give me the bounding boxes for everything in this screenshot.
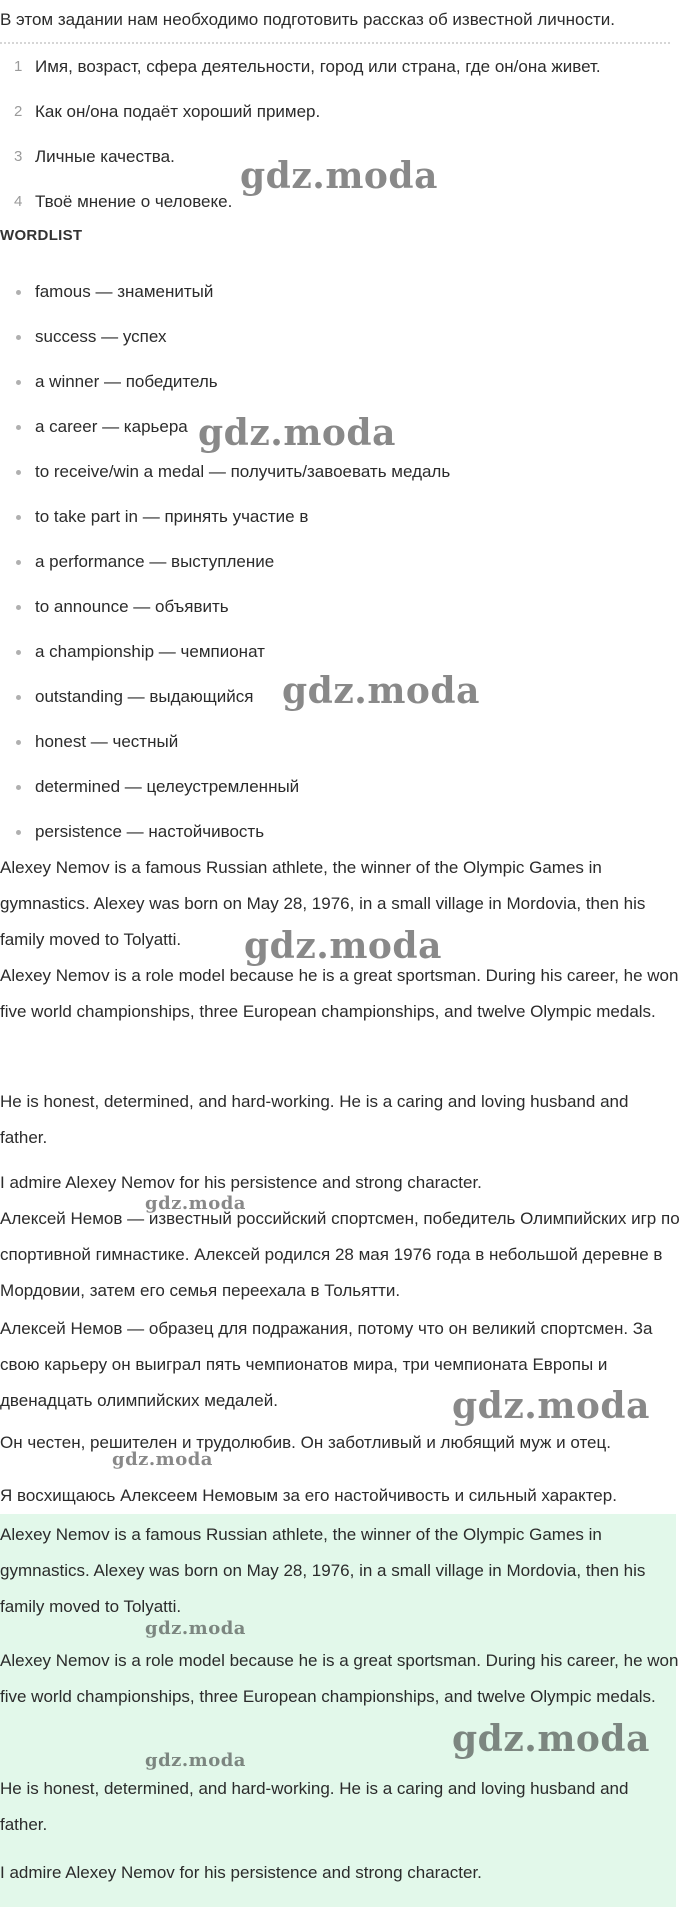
wordlist-item-text: persistence — настойчивость — [35, 822, 265, 841]
bullet-icon — [16, 290, 21, 295]
wordlist-item — [0, 317, 680, 362]
russian-paragraph: Алексей Немов — известный российский спортсмен, победитель Олимпийских игр по спортивной гимнастике. Алексей родился 28 мая 1976 года в небольшой деревне в Мордовии, затем его семья переехала в Тольятти. — [0, 1209, 680, 1300]
divider — [0, 42, 670, 46]
bullet-icon — [16, 470, 21, 475]
plan-item-text: Как он/она подаёт хороший пример. — [35, 102, 321, 121]
english-paragraph: Alexey Nemov is a famous Russian athlete, the winner of the Olympic Games in gymnastics. Alexey was born on May 28, 1976, in a small village in Mordovia, then his family moved to Tolyatti. — [0, 858, 646, 949]
plan-item-number: 1 — [14, 58, 23, 75]
highlighted-paragraph: He is honest, determined, and hard-working. He is a caring and loving husband and father. — [0, 1779, 629, 1834]
wordlist-item-text: famous — знаменитый — [35, 282, 214, 301]
watermark: gdz.moda — [145, 1750, 246, 1771]
plan-item-text: Твоё мнение о человеке. — [35, 192, 233, 211]
english-paragraph: I admire Alexey Nemov for his persistence and strong character. — [0, 1173, 482, 1192]
wordlist-item — [0, 767, 680, 812]
plan-item-number: 3 — [14, 148, 23, 165]
bullet-icon — [16, 785, 21, 790]
watermark: gdz.moda — [240, 155, 438, 197]
bullet-icon — [16, 650, 21, 655]
wordlist-item — [0, 362, 680, 407]
plan-item-number: 4 — [14, 193, 23, 210]
wordlist-item — [0, 542, 680, 587]
plan-list — [0, 50, 680, 230]
highlighted-paragraph: I admire Alexey Nemov for his persistence and strong character. — [0, 1863, 482, 1882]
watermark: gdz.moda — [145, 1618, 246, 1639]
wordlist — [0, 272, 680, 857]
watermark: gdz.moda — [452, 1718, 650, 1760]
russian-paragraph: Я восхищаюсь Алексеем Немовым за его настойчивость и сильный характер. — [0, 1486, 617, 1505]
watermark: gdz.moda — [282, 670, 480, 712]
bullet-icon — [16, 695, 21, 700]
bullet-icon — [16, 335, 21, 340]
wordlist-heading: WORDLIST — [0, 227, 83, 244]
wordlist-item-text: outstanding — выдающийся — [35, 687, 254, 706]
wordlist-item-text: determined — целеустремленный — [35, 777, 300, 796]
wordlist-item-text: a career — карьера — [35, 417, 188, 436]
wordlist-item-text: a championship — чемпионат — [35, 642, 265, 661]
wordlist-item — [0, 272, 680, 317]
watermark: gdz.moda — [145, 1193, 246, 1214]
bullet-icon — [16, 425, 21, 430]
bullet-icon — [16, 740, 21, 745]
highlighted-paragraph: Alexey Nemov is a role model because he is a great sportsman. During his career, he won five world championships, three European championships, and twelve Olympic medals. — [0, 1651, 679, 1706]
wordlist-item — [0, 452, 680, 497]
plan-item-text: Личные качества. — [35, 147, 175, 166]
wordlist-item — [0, 587, 680, 632]
english-paragraph: He is honest, determined, and hard-working. He is a caring and loving husband and father. — [0, 1092, 629, 1147]
russian-paragraph: Алексей Немов — образец для подражания, потому что он великий спортсмен. За свою карьеру он выиграл пять чемпионатов мира, три чемпионата Европы и двенадцать олимпийских медалей. — [0, 1319, 653, 1410]
wordlist-item — [0, 497, 680, 542]
bullet-icon — [16, 515, 21, 520]
bullet-icon — [16, 380, 21, 385]
russian-paragraph: Он честен, решителен и трудолюбив. Он заботливый и любящий муж и отец. — [0, 1433, 611, 1452]
task-intro: В этом задании нам необходимо подготовить рассказ об известной личности. — [0, 10, 615, 29]
watermark: gdz.moda — [244, 925, 442, 967]
wordlist-item-text: to receive/win a medal — получить/завоевать медаль — [35, 462, 451, 481]
watermark: gdz.moda — [112, 1449, 213, 1470]
plan-item-number: 2 — [14, 103, 23, 120]
wordlist-item-text: honest — честный — [35, 732, 179, 751]
bullet-icon — [16, 830, 21, 835]
watermark: gdz.moda — [198, 412, 396, 454]
wordlist-item-text: to announce — объявить — [35, 597, 229, 616]
plan-item — [0, 50, 680, 95]
wordlist-item-text: to take part in — принять участие в — [35, 507, 309, 526]
english-paragraph: Alexey Nemov is a role model because he is a great sportsman. During his career, he won five world championships, three European championships, and twelve Olympic medals. — [0, 966, 679, 1021]
bullet-icon — [16, 605, 21, 610]
wordlist-item — [0, 722, 680, 767]
plan-item-text: Имя, возраст, сфера деятельности, город или страна, где он/она живет. — [35, 57, 601, 76]
plan-item — [0, 95, 680, 140]
highlighted-paragraph: Alexey Nemov is a famous Russian athlete, the winner of the Olympic Games in gymnastics. Alexey was born on May 28, 1976, in a small village in Mordovia, then his family moved to Tolyatti. — [0, 1525, 646, 1616]
wordlist-item-text: a performance — выступление — [35, 552, 275, 571]
wordlist-item-text: a winner — победитель — [35, 372, 218, 391]
bullet-icon — [16, 560, 21, 565]
watermark: gdz.moda — [452, 1385, 650, 1427]
wordlist-item-text: success — успех — [35, 327, 167, 346]
